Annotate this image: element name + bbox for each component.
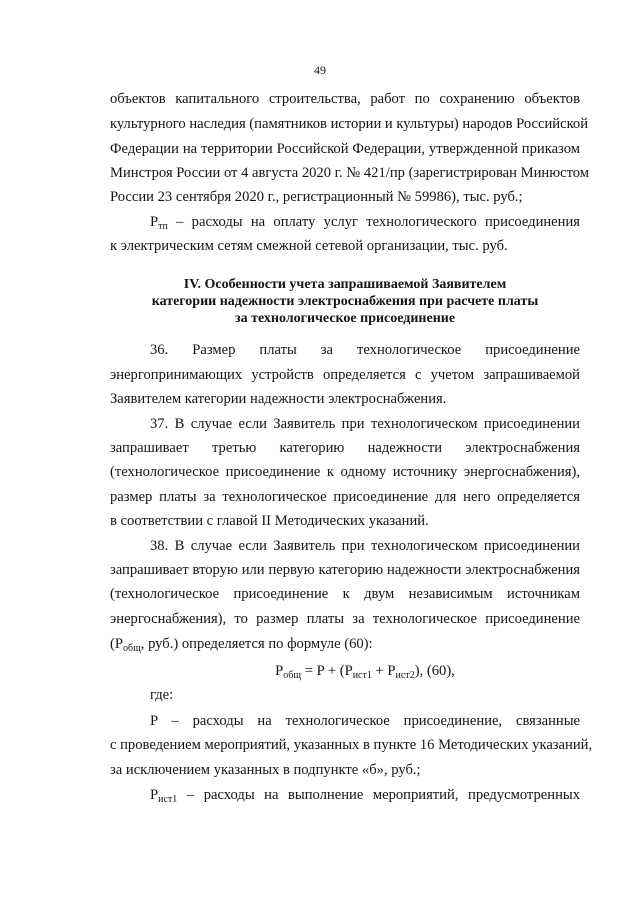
definition-rtp bbox=[150, 212, 580, 232]
formula-text: = P + (P bbox=[301, 663, 353, 679]
section-heading: IV. Особенности учета запрашиваемой Заявителем bbox=[183, 277, 507, 292]
page-number: 49 bbox=[314, 63, 326, 77]
paragraph-37-line: 37. В случае если Заявитель при технологическом присоединении bbox=[150, 416, 580, 432]
definition-p-line: P – расходы на технологическое присоединение, связанные bbox=[150, 713, 580, 729]
formula-subscript: общ bbox=[283, 670, 302, 681]
paragraph-37-line: размер платы за технологическое присоединение для него определяется bbox=[110, 489, 580, 505]
formula-subscript: ист2 bbox=[395, 670, 415, 681]
section-heading: категории надежности электроснабжения при расчете платы bbox=[151, 294, 539, 309]
paragraph-38-line: (технологическое присоединение к двум независимым источникам bbox=[110, 586, 580, 602]
rtp-text: – расходы на оплату услуг технологического присоединения bbox=[167, 214, 580, 230]
paragraph-36-line: Заявителем категории надежности электроснабжения. bbox=[110, 391, 447, 407]
paragraph-38-line: запрашивает вторую или первую категорию надежности электроснабжения bbox=[110, 562, 580, 578]
p38-text: , руб.) определяется по формуле (60): bbox=[140, 636, 373, 652]
paragraph-38-line: 38. В случае если Заявитель при технологическом присоединении bbox=[150, 538, 580, 554]
rtp-symbol: P bbox=[150, 214, 159, 230]
text-line: объектов капитального строительства, работ по сохранению объектов bbox=[110, 91, 580, 107]
paragraph-37-line: запрашивает третью категорию надежности электроснабжения bbox=[110, 440, 580, 456]
formula-symbol: P bbox=[275, 663, 284, 679]
paragraph-36-line: энергопринимающих устройств определяется с учетом запрашиваемой bbox=[110, 367, 580, 383]
definition-pist1 bbox=[150, 785, 580, 805]
p38-text: (P bbox=[110, 636, 123, 652]
formula-text: ), (60), bbox=[414, 663, 455, 679]
p38-subscript: общ bbox=[122, 643, 141, 654]
text-line: Минстроя России от 4 августа 2020 г. № 421/пр (зарегистрирован Минюстом bbox=[110, 165, 590, 181]
pist1-subscript: ист1 bbox=[158, 794, 178, 805]
formula-60 bbox=[150, 661, 580, 681]
text-line: Федерации на территории Российской Федерации, утвержденной приказом bbox=[110, 141, 580, 157]
paragraph-38-line: энергоснабжения), то размер платы за технологическое присоединение bbox=[110, 611, 580, 627]
paragraph-36-line: 36. Размер платы за технологическое присоединение bbox=[150, 342, 580, 358]
definition-p-line: с проведением мероприятий, указанных в пункте 16 Методических указаний, bbox=[110, 737, 593, 753]
text-line: России 23 сентября 2020 г., регистрационный № 59986), тыс. руб.; bbox=[110, 189, 523, 205]
section-heading: за технологическое присоединение bbox=[234, 311, 456, 326]
paragraph-37-line: (технологическое присоединение к одному источнику энергоснабжения), bbox=[110, 464, 580, 480]
text-line: культурного наследия (памятников истории и культуры) народов Российской bbox=[110, 116, 589, 132]
pist1-symbol: P bbox=[150, 787, 159, 803]
rtp-subscript: тп bbox=[158, 221, 168, 232]
definition-p-line: за исключением указанных в подпункте «б», руб.; bbox=[110, 762, 421, 778]
paragraph-37-line: в соответствии с главой II Методических указаний. bbox=[110, 513, 429, 529]
formula-text: + P bbox=[371, 663, 396, 679]
text-line: к электрическим сетям смежной сетевой организации, тыс. руб. bbox=[110, 238, 508, 254]
paragraph-38-line bbox=[110, 634, 580, 654]
formula-subscript: ист1 bbox=[352, 670, 372, 681]
pist1-text: – расходы на выполнение мероприятий, предусмотренных bbox=[177, 787, 580, 803]
where-label: где: bbox=[150, 687, 174, 703]
